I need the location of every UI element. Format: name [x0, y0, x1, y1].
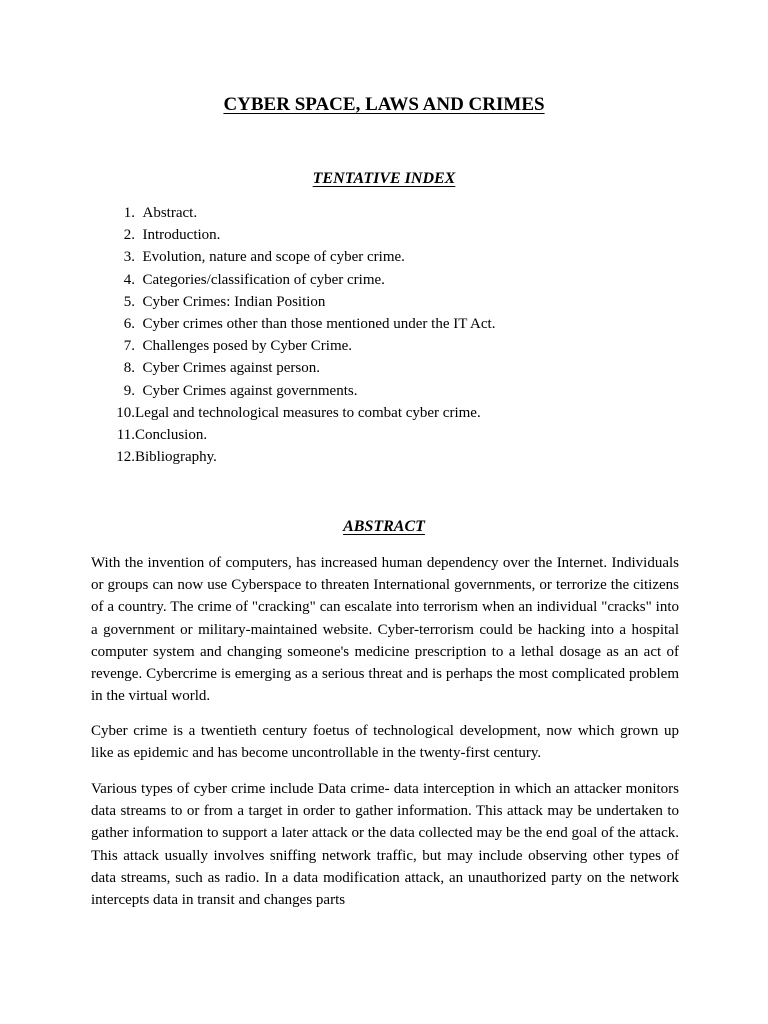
list-item-text: Abstract.: [142, 205, 198, 221]
list-item: [104, 224, 495, 246]
list-item-number: 1.: [123, 205, 135, 221]
list-item-number: 9.: [123, 382, 135, 399]
list-item-text: Challenges posed by Cyber Crime.: [142, 338, 353, 355]
list-item-text: Cyber Crimes: Indian Position: [142, 293, 326, 310]
abstract-heading: ABSTRACT: [343, 518, 425, 535]
list-item-text: Bibliography.: [135, 449, 217, 466]
list-item-number: 2.: [123, 227, 135, 244]
list-item: [104, 402, 495, 424]
list-item-text: Introduction.: [142, 227, 221, 244]
list-item-number: 12.: [116, 449, 135, 466]
list-item: [104, 202, 495, 224]
list-item: [104, 313, 495, 335]
list-item: [104, 446, 495, 468]
list-item: [104, 335, 495, 357]
list-item: [104, 357, 495, 379]
abstract-paragraph-1: With the invention of computers, has increased human dependency over the Internet. Individuals or groups can now use Cyberspace to threaten International governments, or terrorize the citizens of a country. The crime of "cracking" can escalate into terrorism when an individual "cracks" into a government or military-maintained website. Cyber-terrorism could be hacking into a hospital computer system and changing someone's medicine prescription to a lethal dosage as an act of revenge. Cybercrime is emerging as a serious threat and is perhaps the most complicated problem in the virtual world.: [91, 555, 679, 705]
list-item-number: 6.: [123, 315, 135, 332]
index-heading: TENTATIVE INDEX: [312, 170, 456, 187]
list-item: [104, 246, 495, 268]
list-item-number: 4.: [123, 271, 135, 288]
list-item-text: Cyber crimes other than those mentioned under the IT Act.: [142, 315, 496, 332]
list-item-text: Conclusion.: [135, 426, 208, 443]
list-item-number: 3.: [123, 249, 135, 266]
list-item-number: 11.: [116, 426, 135, 443]
list-item-number: 7.: [123, 338, 135, 355]
list-item-text: Evolution, nature and scope of cyber crime.: [142, 249, 405, 266]
abstract-paragraph-3: Various types of cyber crime include Data crime- data interception in which an attacker monitors data streams to or from a target in order to gather information. This attack may be undertaken to gather information to support a later attack or the data collected may be the end goal of the attack. This attack usually involves sniffing network traffic, but may include observing other types of data streams, such as radio. In a data modification attack, an unauthorized party on the network intercepts data in transit and changes parts: [91, 781, 679, 909]
list-item: [104, 424, 495, 446]
list-item-text: Cyber Crimes against person.: [142, 360, 320, 377]
list-item-number: 5.: [123, 293, 135, 310]
list-item: [104, 380, 495, 402]
list-item-text: Legal and technological measures to combat cyber crime.: [135, 404, 481, 421]
list-item-text: Cyber Crimes against governments.: [142, 382, 358, 399]
list-item-number: 10.: [116, 404, 135, 421]
list-item: [104, 291, 495, 313]
tentative-index-list: [104, 202, 495, 468]
document-title: CYBER SPACE, LAWS AND CRIMES: [223, 94, 545, 115]
list-item-text: Categories/classification of cyber crime.: [142, 271, 385, 288]
list-item-number: 8.: [123, 360, 135, 377]
list-item: [104, 269, 495, 291]
abstract-paragraph-2: Cyber crime is a twentieth century foetus of technological development, now which grown up like as epidemic and has become uncontrollable in the twenty-first century.: [91, 723, 679, 762]
